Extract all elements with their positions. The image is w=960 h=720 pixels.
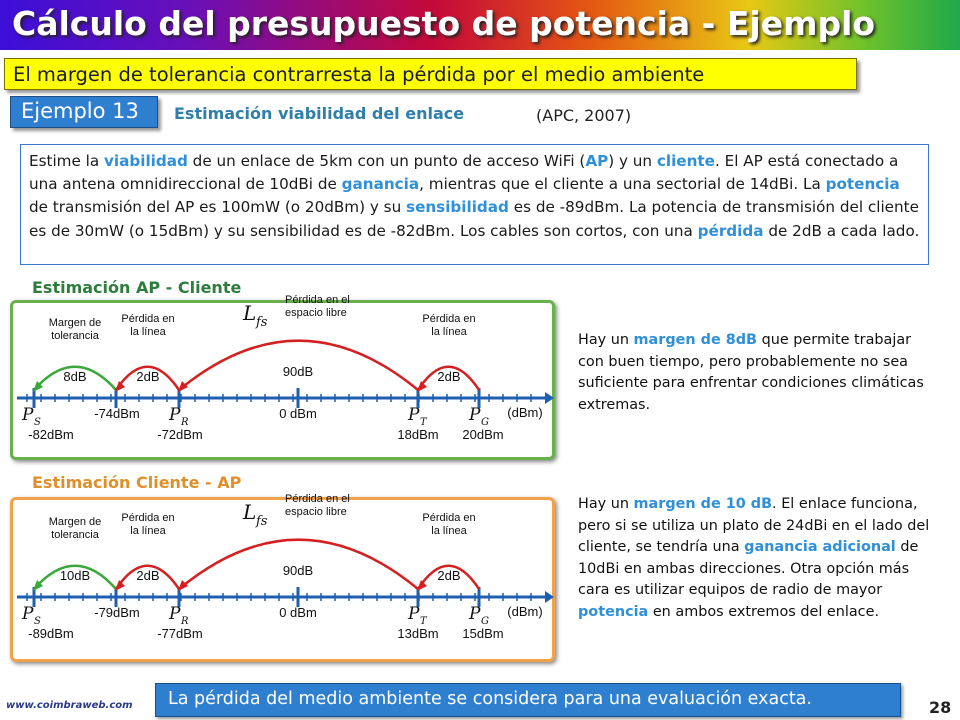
unit-label: (dBm) xyxy=(507,604,543,619)
rx-loss-caption: Pérdida en xyxy=(121,512,175,524)
diagram-ap-client-svg xyxy=(13,294,558,463)
highlight-term: margen de 8dB xyxy=(633,332,758,348)
pr-subscript: R xyxy=(181,417,189,428)
highlight-term: viabilidad xyxy=(104,152,188,170)
website-url: www.coimbraweb.com xyxy=(6,700,133,711)
pt-value: 13dBm xyxy=(397,626,439,641)
rx-loss-value: 2dB xyxy=(136,369,160,384)
subtitle-banner xyxy=(4,58,857,90)
title-bar xyxy=(0,0,960,50)
pg-subscript: G xyxy=(481,417,489,428)
ps-value: -82dBm xyxy=(28,427,74,442)
footer-note: La pérdida del medio ambiente se considera para una evaluación exacta. xyxy=(168,689,812,709)
margin-caption: tolerancia xyxy=(51,330,99,342)
axis-arrow-icon xyxy=(545,591,554,603)
side-note-ap-client xyxy=(578,330,938,416)
free-space-loss-value: 90dB xyxy=(282,563,314,578)
text-run: en ambos extremos del enlace. xyxy=(648,603,880,620)
pt-symbol: P xyxy=(408,604,420,624)
mid-value: -74dBm xyxy=(94,406,140,421)
free-space-loss-value: 90dB xyxy=(282,364,314,379)
highlight-term: margen de 10 dB xyxy=(633,496,773,512)
pg-value: 15dBm xyxy=(462,626,504,641)
section-title-ap-client: Estimación AP - Cliente xyxy=(32,278,242,297)
rx-loss-caption: Pérdida en xyxy=(121,313,175,325)
lfs-symbol: L xyxy=(243,301,257,325)
diagram-ap-client xyxy=(10,294,555,460)
problem-description xyxy=(20,144,929,265)
text-run: es de -89dBm. La potencia de transmisión del cliente es de 30mW (o 15dBm) y su sensibilidad es de -82dBm. Los cables son cortos, con una xyxy=(29,198,919,240)
highlight-term: potencia xyxy=(578,603,649,620)
diagram-client-ap-svg xyxy=(13,493,558,665)
side-note-client-ap xyxy=(578,494,938,624)
text-run: de un enlace de 5km con un punto de acceso WiFi ( xyxy=(187,152,586,170)
tx-loss-caption: la línea xyxy=(431,525,467,537)
rx-loss-value: 2dB xyxy=(136,568,160,583)
pr-value: -72dBm xyxy=(157,427,203,442)
margin-value: 10dB xyxy=(59,568,91,583)
mid-value: -79dBm xyxy=(94,605,140,620)
highlight-term: ganancia adicional xyxy=(744,539,896,556)
highlight-term: cliente xyxy=(656,152,715,170)
lfs-subscript: fs xyxy=(256,315,268,330)
free-space-caption: Pérdida en el xyxy=(285,493,350,505)
pr-value: -77dBm xyxy=(157,626,203,641)
text-run: de 2dB a cada lado. xyxy=(763,221,920,240)
text-run: que permite trabajar con buen tiempo, pero probablemente no sea suficiente para enfrentar condiciones climáticas extremas. xyxy=(578,332,924,413)
rx-loss-caption: la línea xyxy=(130,525,166,537)
unit-label: (dBm) xyxy=(507,405,543,420)
tx-loss-caption: la línea xyxy=(431,326,467,338)
highlight-term: ganancia xyxy=(341,175,420,194)
text-run: , mientras que el cliente a una sectorial de 14dBi. La xyxy=(419,175,826,194)
tx-loss-value: 2dB xyxy=(437,369,461,384)
text-run: . El enlace funciona, pero si se utiliza un plato de 24dBi en el lado del cliente, se tendría una xyxy=(578,496,930,556)
free-space-caption: Pérdida en el xyxy=(285,294,350,306)
pt-subscript: T xyxy=(420,417,427,428)
highlight-term: sensibilidad xyxy=(406,198,509,217)
pr-subscript: R xyxy=(181,616,189,627)
arc-arrowhead-icon xyxy=(417,381,427,392)
pr-symbol: P xyxy=(169,405,181,425)
footer-note-box xyxy=(155,683,901,717)
arc-arrowhead-icon xyxy=(115,580,125,591)
text-run: Hay un xyxy=(578,332,634,348)
pt-symbol: P xyxy=(408,405,420,425)
margin-caption: Margen de xyxy=(48,516,102,528)
free-space-caption: espacio libre xyxy=(285,506,347,518)
estimation-title: Estimación viabilidad del enlace xyxy=(174,104,465,123)
section-title-client-ap: Estimación Cliente - AP xyxy=(32,473,242,492)
axis-arrow-icon xyxy=(545,392,554,404)
margin-value: 8dB xyxy=(63,369,87,384)
ps-subscript: S xyxy=(34,417,41,428)
example-badge xyxy=(10,96,158,128)
pg-subscript: G xyxy=(481,616,489,627)
free-space-caption: espacio libre xyxy=(285,307,347,319)
page-number: 28 xyxy=(929,698,952,717)
tx-loss-caption: Pérdida en xyxy=(422,512,476,524)
pt-value: 18dBm xyxy=(397,427,439,442)
zero-dbm-label: 0 dBm xyxy=(279,406,317,421)
ps-symbol: P xyxy=(22,604,34,624)
ps-symbol: P xyxy=(22,405,34,425)
pt-subscript: T xyxy=(420,616,427,627)
rx-loss-caption: la línea xyxy=(130,326,166,338)
text-run: . El AP está conectado a una antena omnidireccional de 10dBi de xyxy=(29,152,899,194)
arc-arrowhead-icon xyxy=(417,580,427,591)
zero-dbm-label: 0 dBm xyxy=(279,605,317,620)
ps-value: -89dBm xyxy=(28,626,74,641)
highlight-term: pérdida xyxy=(697,221,764,240)
pg-symbol: P xyxy=(469,405,481,425)
pr-symbol: P xyxy=(169,604,181,624)
pg-symbol: P xyxy=(469,604,481,624)
ps-subscript: S xyxy=(34,616,41,627)
example-label: Ejemplo 13 xyxy=(21,99,139,123)
margin-caption: Margen de xyxy=(48,317,102,329)
margin-caption: tolerancia xyxy=(51,529,99,541)
subtitle-text: El margen de tolerancia contrarresta la pérdida por el medio ambiente xyxy=(13,63,705,86)
lfs-subscript: fs xyxy=(256,514,268,529)
tx-loss-value: 2dB xyxy=(437,568,461,583)
text-run: Estime la xyxy=(29,152,105,170)
text-run: Hay un xyxy=(578,496,634,512)
arc-arrowhead-icon xyxy=(115,381,125,392)
tx-loss-caption: Pérdida en xyxy=(422,313,476,325)
text-run: de transmisión del AP es 100mW (o 20dBm) y su xyxy=(29,198,407,217)
lfs-symbol: L xyxy=(243,500,257,524)
diagram-client-ap xyxy=(10,493,555,662)
highlight-term: AP xyxy=(585,152,609,170)
citation: (APC, 2007) xyxy=(536,106,632,125)
text-run: de 10dBi en ambas direcciones. Otra opción más cara es utilizar equipos de radio de mayor xyxy=(578,539,919,599)
text-run: ) y un xyxy=(608,152,657,170)
page-title: Cálculo del presupuesto de potencia - Ejemplo xyxy=(12,4,876,43)
pg-value: 20dBm xyxy=(462,427,504,442)
highlight-term: potencia xyxy=(825,175,900,194)
